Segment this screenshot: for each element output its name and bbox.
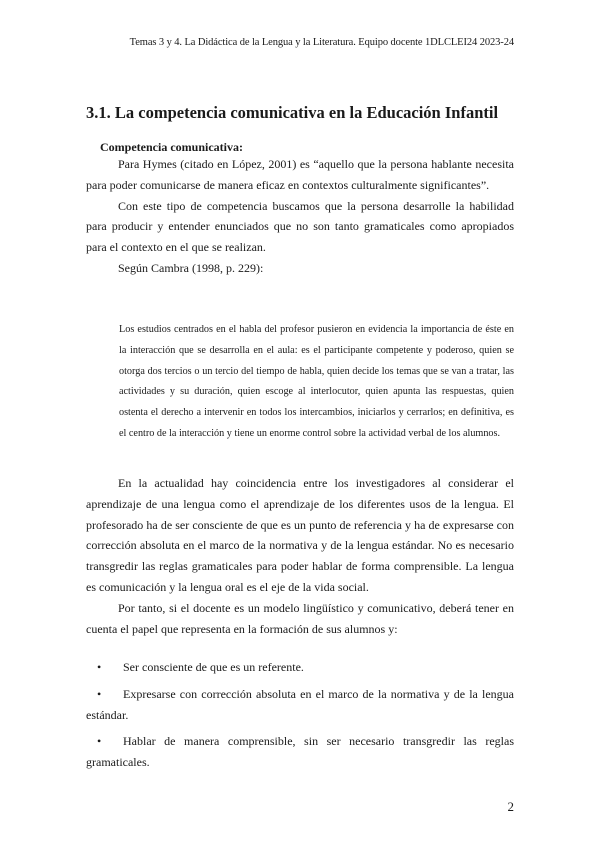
running-header: Temas 3 y 4. La Didáctica de la Lengua y la Literatura. Equipo docente 1DLCLEI24 2023-24 bbox=[129, 37, 514, 48]
list-item: • Ser consciente de que es un referente. bbox=[86, 657, 514, 678]
bullet-list bbox=[86, 657, 514, 773]
intro-paragraphs bbox=[86, 154, 514, 279]
block-quote bbox=[119, 320, 514, 445]
section-title: 3.1. La competencia comunicativa en la Educación Infantil bbox=[86, 103, 499, 122]
list-item: • Hablar de manera comprensible, sin ser necesario transgredir las reglas gramaticales. bbox=[86, 731, 514, 773]
paragraph-por-tanto: Por tanto, si el docente es un modelo lingüístico y comunicativo, deberá tener en cuenta el papel que representa en la formación de sus alumnos y: bbox=[86, 600, 514, 636]
quote-text: Los estudios centrados en el habla del profesor pusieron en evidencia la importancia de éste en la interacción que se desarrolla en el aula: es el participante competente y poderoso, quien se otorga dos tercios o un tercio del tiempo de habla, quien decide los temas que se van a tratar, las actividades y su duración, quien escoge al interlocutor, quien apunta las respuestas, quien ostenta el derecho a intervenir en todos los intercambios, iniciarlos y cerrarlos; en definitiva, es el centro de la interacción y tiene un enorme control sobre la actividad verbal de los alumnos. bbox=[119, 324, 514, 439]
paragraph-competencia: Con este tipo de competencia buscamos que la persona desarrolle la habilidad para producir y entender enunciados que no son tanto gramaticales como apropiados para el contexto en el que se realizan. bbox=[86, 198, 514, 255]
list-item: • Expresarse con corrección absoluta en el marco de la normativa y de la lengua estándar. bbox=[86, 684, 514, 726]
subheading: Competencia comunicativa: bbox=[100, 140, 243, 154]
bullet-icon: • bbox=[97, 734, 102, 749]
bullet-icon: • bbox=[97, 660, 102, 674]
page-number: 2 bbox=[507, 799, 514, 814]
paragraph-cambra: Según Cambra (1998, p. 229): bbox=[118, 260, 264, 275]
bullet-icon: • bbox=[97, 686, 102, 701]
paragraph-actualidad: En la actualidad hay coincidencia entre los investigadores al considerar el aprendizaje de una lengua como el aprendizaje de los diferentes usos de la lengua. El profesorado ha de ser consciente de que es un punto de referencia y ha de expresarse con corrección absoluta en el marco de la normativa y de la lengua estándar. No es necesario transgredir las reglas gramaticales para poder hablar de forma comprensible. La lengua es comunicación y la lengua oral es el eje de la vida social. bbox=[86, 476, 514, 594]
paragraph-hymes: Para Hymes (citado en López, 2001) es “aquello que la persona hablante necesita para poder comunicarse de manera eficaz en contextos culturalmente significantes”. bbox=[86, 157, 514, 192]
main-paragraphs bbox=[86, 473, 514, 639]
